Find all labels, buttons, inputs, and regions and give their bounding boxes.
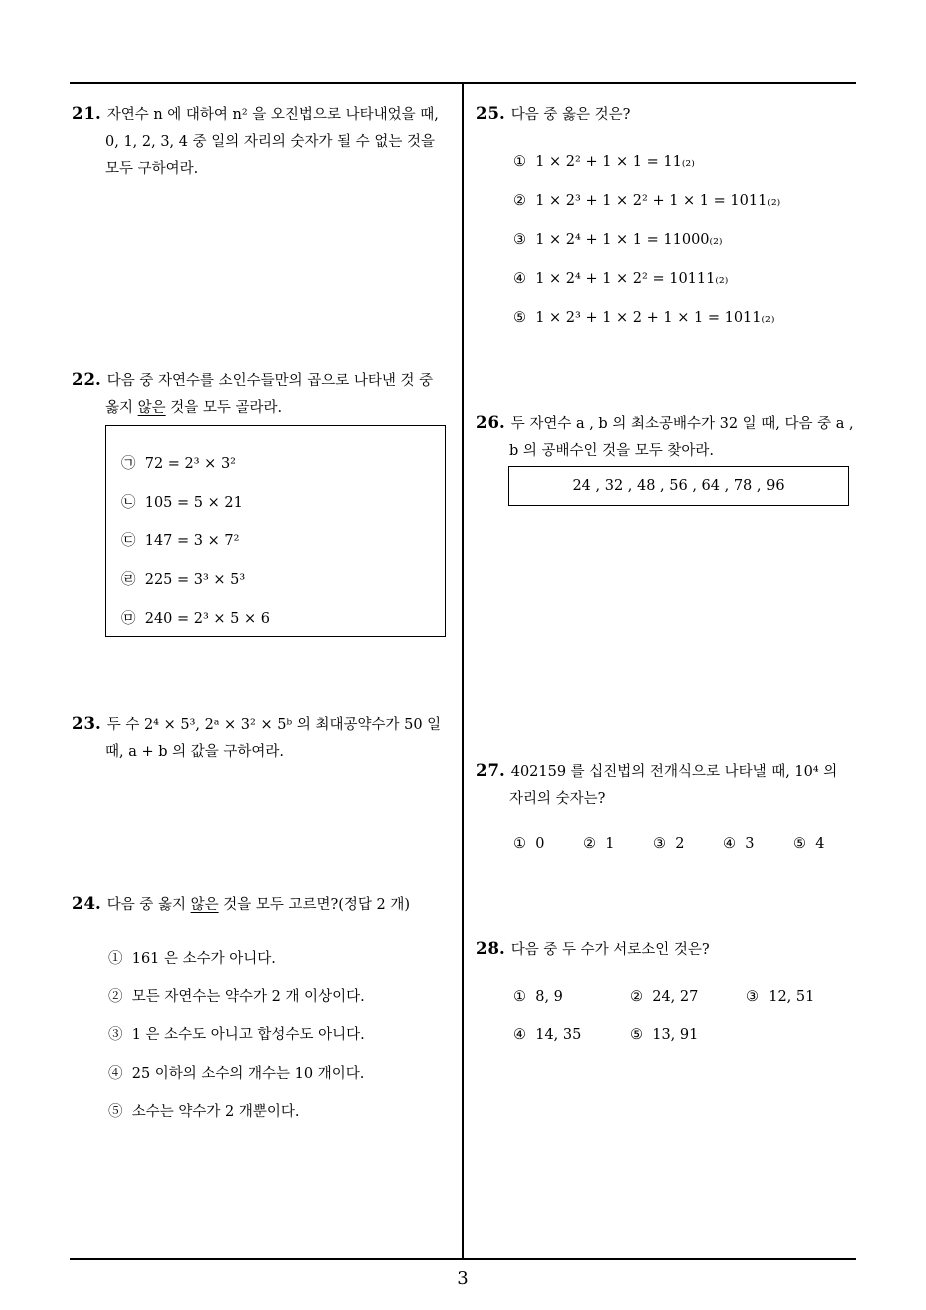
- option-mark: ④: [513, 1027, 526, 1043]
- option-mark: ③: [513, 232, 526, 248]
- q24-option[interactable]: [108, 985, 365, 1006]
- option-text: 1: [605, 836, 615, 852]
- item-text: 72 = 2³ × 3²: [144, 456, 236, 472]
- q25-option[interactable]: [513, 154, 695, 170]
- option-text: 4: [815, 836, 825, 852]
- q28-option[interactable]: [513, 1027, 581, 1043]
- option-mark: ④: [513, 271, 526, 287]
- q22-item: [121, 491, 243, 512]
- q25-option[interactable]: [513, 232, 722, 248]
- question-27: [476, 757, 837, 813]
- item-text: 240 = 2³ × 5 × 6: [144, 611, 270, 627]
- question-text: 두 수 2⁴ × 5³, 2ᵃ × 3² × 5ᵇ 의 최대공약수가 50 일: [106, 717, 442, 733]
- page-number: 3: [457, 1268, 469, 1289]
- question-26: [476, 409, 854, 465]
- question-text: 옳지: [105, 400, 138, 416]
- option-text: 2: [675, 836, 685, 852]
- q24-option[interactable]: [108, 1100, 299, 1121]
- q24-option[interactable]: [108, 1062, 364, 1083]
- q28-option[interactable]: [513, 989, 563, 1005]
- question-text: 다음 중 옳지: [106, 897, 191, 913]
- item-text: 225 = 3³ × 5³: [144, 572, 246, 588]
- option-mark: ①: [513, 154, 526, 170]
- question-22: [72, 366, 433, 422]
- column-divider: [462, 82, 464, 1258]
- question-text: 다음 중 두 수가 서로소인 것은?: [510, 942, 710, 958]
- q25-option[interactable]: [513, 310, 774, 326]
- q22-item: [121, 607, 270, 628]
- q27-option[interactable]: [513, 836, 544, 852]
- q28-option[interactable]: [630, 1027, 698, 1043]
- option-mark: ③: [746, 989, 759, 1005]
- item-text: 105 = 5 × 21: [144, 495, 243, 511]
- question-text: 것을 모두 골라라.: [165, 400, 283, 416]
- q22-item: [121, 452, 236, 473]
- question-text: b 의 공배수인 것을 모두 찾아라.: [509, 443, 715, 459]
- option-mark: ⑤: [108, 1104, 123, 1120]
- q28-option[interactable]: [630, 989, 698, 1005]
- option-mark: ②: [513, 193, 526, 209]
- option-text: 소수는 약수가 2 개뿐이다.: [131, 1104, 300, 1120]
- option-mark: ③: [653, 836, 666, 852]
- option-mark: ①: [108, 951, 123, 967]
- option-text: 모든 자연수는 약수가 2 개 이상이다.: [131, 989, 365, 1005]
- question-number: 26.: [476, 413, 505, 432]
- question-number: 23.: [72, 714, 101, 733]
- q22-item: [121, 529, 239, 550]
- item-mark: ㉠: [121, 456, 136, 472]
- question-number: 28.: [476, 939, 505, 958]
- option-text: 14, 35: [535, 1027, 582, 1043]
- option-mark: ④: [723, 836, 736, 852]
- question-number: 25.: [476, 104, 505, 123]
- question-text: 두 자연수 a , b 의 최소공배수가 32 일 때, 다음 중 a ,: [510, 416, 854, 432]
- question-23: [72, 710, 441, 766]
- question-28: [476, 935, 710, 964]
- option-text: 161 은 소수가 아니다.: [131, 951, 276, 967]
- option-text: 24, 27: [652, 989, 699, 1005]
- question-text: 다음 중 옳은 것은?: [510, 107, 631, 123]
- option-mark: ⑤: [513, 310, 526, 326]
- q27-option[interactable]: [723, 836, 754, 852]
- option-text: 12, 51: [768, 989, 815, 1005]
- option-text: 1 × 2² + 1 × 1 = 11₍₂₎: [535, 154, 695, 170]
- option-mark: ③: [108, 1027, 123, 1043]
- option-mark: ①: [513, 836, 526, 852]
- q27-option[interactable]: [793, 836, 824, 852]
- bottom-rule: [70, 1258, 856, 1260]
- question-25: [476, 100, 630, 129]
- option-mark: ①: [513, 989, 526, 1005]
- option-text: 1 × 2³ + 1 × 2 + 1 × 1 = 1011₍₂₎: [535, 310, 775, 326]
- question-24: [72, 890, 410, 919]
- q27-option[interactable]: [583, 836, 614, 852]
- question-text: 다음 중 자연수를 소인수들만의 곱으로 나타낸 것 중: [106, 373, 434, 389]
- option-text: 8, 9: [535, 989, 563, 1005]
- underlined-word: 않은: [190, 897, 219, 913]
- q24-option[interactable]: [108, 1023, 365, 1044]
- item-mark: ㉢: [121, 533, 136, 549]
- option-text: 3: [745, 836, 755, 852]
- option-mark: ②: [108, 989, 123, 1005]
- option-mark: ⑤: [630, 1027, 643, 1043]
- question-text: 모두 구하여라.: [105, 161, 199, 177]
- question-number: 27.: [476, 761, 505, 780]
- option-mark: ⑤: [793, 836, 806, 852]
- q25-option[interactable]: [513, 193, 780, 209]
- question-21: [72, 100, 439, 183]
- option-mark: ④: [108, 1066, 123, 1082]
- option-text: 1 은 소수도 아니고 합성수도 아니다.: [131, 1027, 365, 1043]
- number-list: 24 , 32 , 48 , 56 , 64 , 78 , 96: [572, 478, 785, 494]
- question-text: 자리의 숫자는?: [509, 791, 606, 807]
- option-text: 25 이하의 소수의 개수는 10 개이다.: [131, 1066, 365, 1082]
- question-text: 때, a + b 의 값을 구하여라.: [105, 744, 285, 760]
- option-text: 1 × 2⁴ + 1 × 2² = 10111₍₂₎: [535, 271, 729, 287]
- option-text: 0: [535, 836, 545, 852]
- q27-option[interactable]: [653, 836, 684, 852]
- question-text: 0, 1, 2, 3, 4 중 일의 자리의 숫자가 될 수 없는 것을: [105, 134, 435, 150]
- underlined-word: 않은: [137, 400, 166, 416]
- q28-option[interactable]: [746, 989, 814, 1005]
- item-mark: ㉡: [121, 495, 136, 511]
- item-mark: ㉤: [121, 611, 136, 627]
- option-text: 1 × 2⁴ + 1 × 1 = 11000₍₂₎: [535, 232, 723, 248]
- question-text: 자연수 n 에 대하여 n² 을 오진법으로 나타내었을 때,: [106, 107, 439, 123]
- question-number: 22.: [72, 370, 101, 389]
- option-text: 13, 91: [652, 1027, 699, 1043]
- q22-item: [121, 568, 245, 589]
- item-text: 147 = 3 × 7²: [144, 533, 240, 549]
- item-mark: ㉣: [121, 572, 136, 588]
- option-text: 1 × 2³ + 1 × 2² + 1 × 1 = 1011₍₂₎: [535, 193, 781, 209]
- option-mark: ②: [630, 989, 643, 1005]
- q24-option[interactable]: [108, 947, 276, 968]
- question-text: 것을 모두 고르면?(정답 2 개): [218, 897, 411, 913]
- option-mark: ②: [583, 836, 596, 852]
- q25-option[interactable]: [513, 271, 728, 287]
- q26-number-box: [508, 466, 849, 506]
- question-text: 402159 를 십진법의 전개식으로 나타낼 때, 10⁴ 의: [510, 764, 838, 780]
- question-number: 24.: [72, 894, 101, 913]
- question-number: 21.: [72, 104, 101, 123]
